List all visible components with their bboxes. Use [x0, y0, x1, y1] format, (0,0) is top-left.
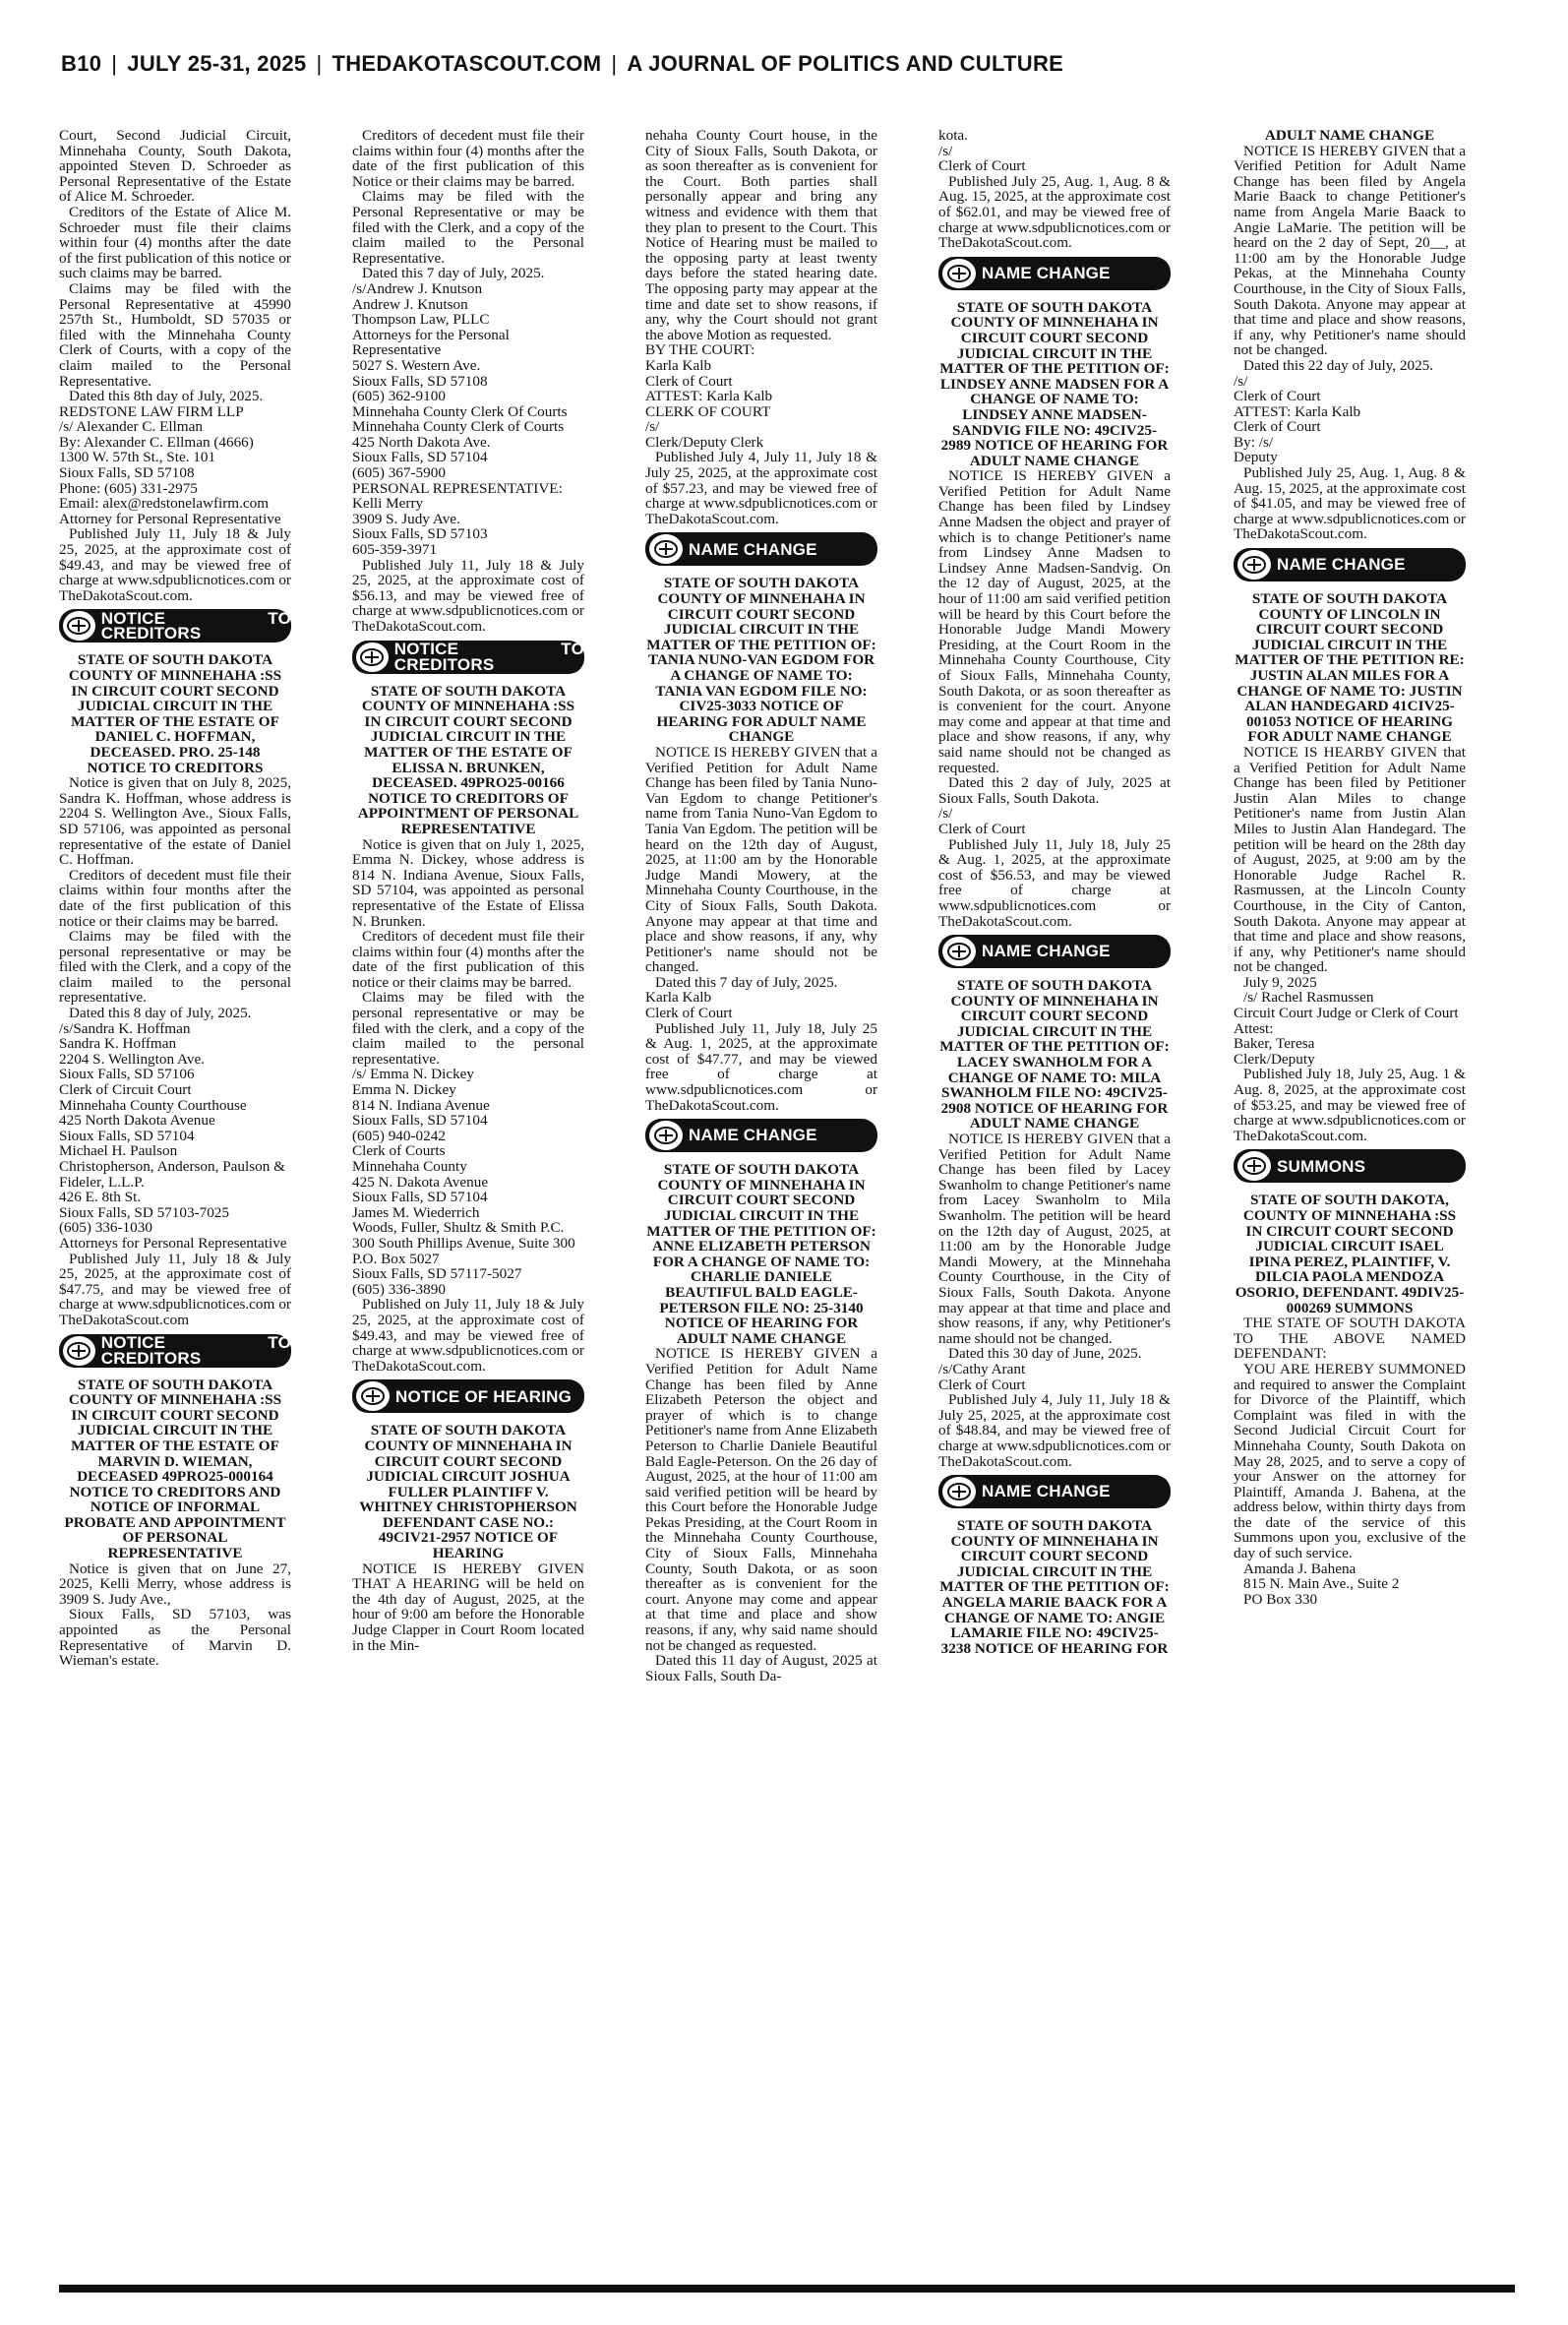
section-header-label: NAME CHANGE: [689, 539, 817, 559]
section-header-label: NAME CHANGE: [689, 1126, 817, 1145]
notice-line: /s/: [938, 142, 953, 159]
notice-line: Minnehaha County Clerk Of Courts: [352, 402, 568, 420]
notice-line: Sandra K. Hoffman: [59, 1035, 177, 1053]
notice-paragraph: Published July 11, July 18 & July 25, 2025, at the approximate cost of $47.75, and may be viewed free of charge at www.sdpublicnotices.com or TheDakotaScout.com: [59, 1250, 291, 1328]
notice-paragraph: PO Box 330: [1243, 1590, 1318, 1608]
notice-line: (605) 362-9100: [352, 388, 446, 405]
notice-line: Sioux Falls, SD 57103: [352, 525, 488, 543]
section-header-label: NOTICE OF HEARING: [395, 1386, 573, 1406]
notice-line: Karla Kalb: [645, 356, 712, 374]
notice-line: Phone: (605) 331-2975: [59, 479, 198, 497]
notice-line: Clerk/Deputy Clerk: [645, 433, 764, 451]
notice-paragraph: NOTICE IS HEREBY GIVEN a Verified Petition for Adult Name Change has been filed by Lindsey Anne Madsen the object and prayer of which is to change Petitioner's name from Lindsey Anne Madsen to Lindsey Anne Madsen-Sandvig. On the 12 day of August, 2025, at the hour of 11:00 am said verified petition will be heard by this Court before the Honorable Judge Mandi Mowery Presiding, at the Court Room in the Minnehaha County Courthouse, City of Sioux Falls, Minnehaha County, South Dakota, or as soon thereafter as is convenient for the court. Anyone may come and appear at that time and place and show reasons, if any, why said name should not be changed as requested.: [938, 467, 1171, 776]
notice-paragraph: Court, Second Judicial Circuit, Minnehaha County, South Dakota, appointed Steven D. Schroeder as Personal Representative of the Estate of Alice M. Schroeder.: [59, 128, 291, 206]
notice-caption: STATE OF SOUTH DAKOTA, COUNTY OF MINNEHAHA :SS IN CIRCUIT COURT SECOND JUDICIAL CIRCUIT ISAEL IPINA PEREZ, PLAINTIFF, V. DILCIA PAOLA MENDOZA OSORIO, DEFENDANT. 49DIV25-000269 SUMMONS: [1235, 1192, 1465, 1316]
notice-paragraph: Dated this 11 day of August, 2025 at Sioux Falls, South Da-: [645, 1652, 877, 1684]
notice-paragraph: Dated this 8 day of July, 2025.: [69, 1005, 252, 1022]
bottom-rule: [59, 2285, 1515, 2293]
notice-caption: STATE OF SOUTH DAKOTA COUNTY OF MINNEHAHA :SS IN CIRCUIT COURT SECOND JUDICIAL CIRCUIT IN THE MATTER OF THE ESTATE OF ELISSA N. BRUNKEN, DECEASED. 49PRO25-00166 NOTICE TO CREDITORS OF APPOINTMENT OF PERSONAL REPRESENTATIVE: [357, 682, 579, 837]
section-header: [59, 1334, 291, 1368]
column-2: [352, 128, 584, 2293]
notice-paragraph: Sioux Falls, SD 57103, was appointed as the Personal Representative of Marvin D. Wieman's estate.: [59, 1606, 291, 1670]
section-header: [1234, 548, 1466, 581]
notice-line: /s/: [938, 805, 953, 823]
notice-line: 1300 W. 57th St., Ste. 101: [59, 449, 216, 466]
notice-paragraph: NOTICE IS HEREBY GIVEN that a Verified Petition for Adult Name Change has been filed by Angela Marie Baack to change Petitioner's name from Angela Marie Baack to Angie LaMarie. The petition will be heard on the 2 day of Sept, 20__, at 11:00 am by the Honorable Judge Pekas, at the Minnehaha County Courthouse, in the City of Sioux Falls, South Dakota. Anyone may appear at that time and place and show reasons, if any, why Petitioner's name should not be changed.: [1234, 142, 1466, 359]
notice-line: P.O. Box 5027: [352, 1250, 440, 1267]
scout-logo-icon: [1237, 550, 1271, 580]
notice-line: Clerk of Circuit Court: [59, 1081, 192, 1099]
notice-line: Sioux Falls, SD 57104: [352, 1112, 488, 1130]
notice-line: Clerk of Court: [938, 1376, 1026, 1393]
issue-date: JULY 25-31, 2025: [127, 51, 307, 76]
column-4: [938, 128, 1171, 2293]
notice-line: Clerk of Court: [938, 820, 1026, 837]
notice-paragraph: Notice is given that on July 8, 2025, Sandra K. Hoffman, whose address is 2204 S. Wellington Ave., Sioux Falls, SD 57106, was appointed as personal representative of the estate of Daniel C. Hoffman.: [59, 774, 291, 869]
notice-line: Sioux Falls, SD 57104: [59, 1127, 195, 1144]
notice-line: Circuit Court Judge or Clerk of Court: [1234, 1005, 1459, 1022]
notice-paragraph: THE STATE OF SOUTH DAKOTA TO THE ABOVE NAMED DEFENDANT:: [1234, 1315, 1466, 1363]
notice-line: PERSONAL REPRESENTATIVE:: [352, 479, 563, 497]
notice-line: Sioux Falls, SD 57106: [59, 1066, 195, 1083]
notice-paragraph: Published July 4, July 11, July 18 & July 25, 2025, at the approximate cost of $48.84, and may be viewed free of charge at www.sdpublicnotices.com or TheDakotaScout.com.: [938, 1391, 1171, 1470]
notice-paragraph: Dated this 22 day of July, 2025.: [1243, 356, 1434, 374]
notice-caption: STATE OF SOUTH DAKOTA COUNTY OF MINNEHAHA IN CIRCUIT COURT SECOND JUDICIAL CIRCUIT IN THE MATTER OF THE PETITION OF: ANGELA MARIE BAACK FOR A CHANGE OF NAME TO: ANGIE LAMARIE FILE NO: 49CIV25-3238 NOTICE OF HEARING FOR: [939, 1517, 1170, 1657]
section-header-label: NAME CHANGE: [982, 1482, 1111, 1501]
notice-line: Clerk of Court: [645, 372, 733, 390]
section-header: [645, 532, 877, 566]
notice-line: Kelli Merry: [352, 495, 424, 513]
notice-line: Sioux Falls, SD 57108: [59, 464, 195, 482]
notice-line: Clerk of Court: [645, 1005, 733, 1022]
notice-caption: STATE OF SOUTH DAKOTA COUNTY OF MINNEHAHA :SS IN CIRCUIT COURT SECOND JUDICIAL CIRCUIT IN THE MATTER OF THE ESTATE OF DANIEL C. HOFFMAN, DECEASED. PRO. 25-148 NOTICE TO CREDITORS: [68, 651, 282, 776]
notice-line: /s/ Alexander C. Ellman: [59, 418, 203, 436]
notice-line: Minnehaha County Clerk of Courts: [352, 418, 565, 436]
notice-caption: STATE OF SOUTH DAKOTA COUNTY OF MINNEHAHA IN CIRCUIT COURT SECOND JUDICIAL CIRCUIT IN THE MATTER OF THE PETITION OF: TANIA NUNO-VAN EGDOM FOR A CHANGE OF NAME TO: TANIA VAN EGDOM FILE NO: CIV25-3033 NOTICE OF HEARING FOR ADULT NAME CHANGE: [646, 575, 876, 746]
notice-paragraph: Notice is given that on July 1, 2025, Emma N. Dickey, whose address is 814 N. Indiana Avenue, Sioux Falls, SD 57104, was appointed as personal representative of the Estate of Elissa N. Brunken.: [352, 835, 584, 930]
notice-line: 2204 S. Wellington Ave.: [59, 1050, 205, 1068]
notice-line: CLERK OF COURT: [645, 402, 771, 420]
notice-paragraph: Published July 11, July 18, July 25 & Aug. 1, 2025, at the approximate cost of $56.53, and may be viewed free of charge at www.sdpublicnotices.com or TheDakotaScout.com.: [938, 835, 1171, 930]
notice-line: 425 North Dakota Ave.: [352, 433, 491, 451]
notice-line: Sioux Falls, SD 57103-7025: [59, 1203, 229, 1221]
section-header: [938, 1475, 1171, 1508]
notice-line: James M. Wiederrich: [352, 1203, 480, 1221]
scout-logo-icon: [649, 534, 683, 564]
notice-line: Sioux Falls, SD 57104: [352, 449, 488, 466]
notice-paragraph: Creditors of decedent must file their claims within four months after the date of the first publication of this notice or their claims may be barred.: [59, 866, 291, 930]
notice-line: 3909 S. Judy Ave.: [352, 510, 460, 527]
notice-paragraph: Creditors of decedent must file their claims within four (4) months after the date of the first publication of this notice or their claims may be barred.: [352, 928, 584, 991]
notice-caption: STATE OF SOUTH DAKOTA COUNTY OF MINNEHAHA :SS IN CIRCUIT COURT SECOND JUDICIAL CIRCUIT IN THE MATTER OF THE ESTATE OF MARVIN D. WIEMAN, DECEASED 49PRO25-000164 NOTICE TO CREDITORS AND NOTICE OF INFORMAL PROBATE AND APPOINTMENT OF PERSONAL REPRESENTATIVE: [64, 1376, 286, 1562]
notice-line: (605) 336-1030: [59, 1219, 152, 1237]
notice-paragraph: Claims may be filed with the personal representative or may be filed with the Clerk, and a copy of the claim mailed to the personal representative.: [59, 928, 291, 1007]
masthead: B10 | JULY 25-31, 2025 | THEDAKOTASCOUT.COM | A JOURNAL OF POLITICS AND CULTURE: [61, 51, 1064, 76]
section-header-label: NOTICE TO CREDITORS: [393, 640, 584, 674]
notice-line: Karla Kalb: [645, 989, 712, 1007]
notice-line: Emma N. Dickey: [352, 1081, 456, 1099]
scout-logo-icon: [942, 937, 976, 966]
notice-paragraph: Dated this 8th day of July, 2025.: [69, 388, 264, 405]
notice-caption: STATE OF SOUTH DAKOTA COUNTY OF MINNEHAHA IN CIRCUIT COURT SECOND JUDICIAL CIRCUIT JOSHUA FULLER PLAINTIFF V. WHITNEY CHRISTOPHERSON DEFENDANT CASE NO.: 49CIV21-2957 NOTICE OF HEARING: [359, 1422, 577, 1562]
notice-paragraph: Dated this 7 day of July, 2025.: [655, 973, 838, 991]
notice-paragraph: Creditors of decedent must file their claims within four (4) months after the date of the first publication of this Notice or their claims may be barred.: [352, 128, 584, 190]
notice-line: Clerk of Courts: [352, 1142, 446, 1160]
section-header: [645, 1119, 877, 1152]
section-header: [1234, 1149, 1466, 1183]
notice-paragraph: Dated this 2 day of July, 2025 at Sioux Falls, South Dakota.: [938, 774, 1171, 807]
notice-line: 425 North Dakota Avenue: [59, 1112, 215, 1130]
notice-line: /s/: [1234, 372, 1248, 390]
notice-line: /s/ Emma N. Dickey: [352, 1066, 475, 1083]
notice-line: 814 N. Indiana Avenue: [352, 1096, 490, 1114]
scout-logo-icon: [356, 1381, 390, 1411]
section-header-label: NOTICE TO CREDITORS: [100, 1332, 291, 1368]
notice-line: ATTEST: Karla Kalb: [1234, 402, 1361, 420]
notice-paragraph: July 9, 2025: [1243, 973, 1317, 991]
notice-caption: STATE OF SOUTH DAKOTA COUNTY OF MINNEHAHA IN CIRCUIT COURT SECOND JUDICIAL CIRCUIT IN THE MATTER OF THE PETITION OF: LINDSEY ANNE MADSEN FOR A CHANGE OF NAME TO: LINDSEY ANNE MADSEN-SANDVIG FILE NO: 49CIV25-2989 NOTICE OF HEARING FOR ADULT NAME CHANGE: [939, 298, 1170, 469]
notice-paragraph: Notice is given that on June 27, 2025, Kelli Merry, whose address is 3909 S. Judy Ave.,: [59, 1560, 291, 1608]
notice-paragraph: /s/ Rachel Rasmussen: [1243, 989, 1374, 1007]
notice-paragraph: Published July 18, July 25, Aug. 1 & Aug. 8, 2025, at the approximate cost of $53.25, and may be viewed free of charge at www.sdpublicnotices.com or TheDakotaScout.com.: [1234, 1066, 1466, 1144]
notice-line: /s/Cathy Arant: [938, 1360, 1026, 1377]
notice-caption: STATE OF SOUTH DAKOTA COUNTY OF MINNEHAHA IN CIRCUIT COURT SECOND JUDICIAL CIRCUIT IN THE MATTER OF THE PETITION OF: ANNE ELIZABETH PETERSON FOR A CHANGE OF NAME TO: CHARLIE DANIELE BEAUTIFUL BALD EAGLE-PETERSON FILE NO: 25-3140 NOTICE OF HEARING FOR ADULT NAME CHANGE: [646, 1161, 876, 1347]
notice-paragraph: Published July 4, July 11, July 18 & July 25, 2025, at the approximate cost of $57.23, and may be viewed free of charge at www.sdpublicnotices.com or TheDakotaScout.com.: [645, 449, 877, 527]
section-header-label: NOTICE TO CREDITORS: [100, 608, 291, 643]
notice-line: Thompson Law, PLLC: [352, 311, 490, 329]
notice-line: Clerk of Court: [1234, 418, 1321, 436]
notice-paragraph: Published July 11, July 18 & July 25, 2025, at the approximate cost of $56.13, and may be viewed free of charge at www.sdpublicnotices.com or TheDakotaScout.com.: [352, 556, 584, 635]
section-header: [59, 609, 291, 642]
notice-paragraph: Dated this 30 day of June, 2025.: [948, 1345, 1142, 1363]
scout-logo-icon: [63, 611, 95, 641]
notice-line: Minnehaha County Courthouse: [59, 1096, 247, 1114]
notice-caption: STATE OF SOUTH DAKOTA COUNTY OF LINCOLN IN CIRCUIT COURT SECOND JUDICIAL CIRCUIT IN THE MATTER OF THE PETITION RE: JUSTIN ALAN MILES FOR A CHANGE OF NAME TO: JUSTIN ALAN HANDEGARD 41CIV25-001053 NOTICE OF HEARING FOR ADULT NAME CHANGE: [1235, 590, 1465, 746]
notice-line: /s/: [645, 418, 660, 436]
notice-line: (605) 367-5900: [352, 464, 446, 482]
notice-line: Clerk/Deputy: [1234, 1050, 1315, 1068]
notice-paragraph: NOTICE IS HEREBY GIVEN that a Verified Petition for Adult Name Change has been filed by Tania Nuno-Van Egdom to change Petitioner's name from Tania Nuno-Van Egdom to Tania Van Egdom. The petition will be heard on the 12th day of August, 2025, at 11:00 am by the Honorable Judge Mandi Mowery, at the Minnehaha County Courthouse, in the City of Sioux Falls, South Dakota. Anyone may appear at that time and place and show reasons, if any, why Petitioner's name should not be changed.: [645, 743, 877, 976]
notice-line: kota.: [938, 128, 968, 144]
notice-line: Clerk of Court: [1234, 388, 1321, 405]
notice-paragraph: YOU ARE HEREBY SUMMONED and required to answer the Complaint for Divorce of the Plaintiff, which Complaint was filed in with the Second Judicial Circuit Court for Minnehaha County, South Dakota on May 28, 2025, and to serve a copy of your Answer on the attorney for Plaintiff, Amanda J. Bahena, at the address below, within thirty days from the date of the service of this Summons upon you, exclusive of the day of such service.: [1234, 1360, 1466, 1562]
scout-logo-icon: [1237, 1151, 1271, 1181]
notice-line: 426 E. 8th St.: [59, 1189, 142, 1206]
notice-line: 605-359-3971: [352, 541, 438, 559]
scout-logo-icon: [942, 1477, 976, 1506]
notice-line: 300 South Phillips Avenue, Suite 300: [352, 1234, 575, 1252]
notice-paragraph: 815 N. Main Ave., Suite 2: [1243, 1575, 1400, 1593]
notice-line: Baker, Teresa: [1234, 1035, 1315, 1053]
notice-paragraph: NOTICE IS HEREBY GIVEN THAT A HEARING will be held on the 4th day of August, 2025, at the hour of 9:00 am before the Honorable Judge Clapper in Court Room located in the Min-: [352, 1560, 584, 1654]
notice-paragraph: Claims may be filed with the Personal Representative or may be filed with the Clerk, and a copy of the claim mailed to the Personal Representative.: [352, 188, 584, 267]
notice-line: Attest:: [1234, 1019, 1274, 1037]
scout-logo-icon: [649, 1121, 683, 1150]
tagline: A JOURNAL OF POLITICS AND CULTURE: [627, 51, 1064, 76]
notice-paragraph: Dated this 7 day of July, 2025.: [362, 265, 545, 282]
notice-line: Attorneys for the Personal Representative: [352, 326, 510, 359]
site-name: THEDAKOTASCOUT.COM: [332, 51, 602, 76]
notice-caption: STATE OF SOUTH DAKOTA COUNTY OF MINNEHAHA IN CIRCUIT COURT SECOND JUDICIAL CIRCUIT IN THE MATTER OF THE PETITION OF: LACEY SWANHOLM FOR A CHANGE OF NAME TO: MILA SWANHOLM FILE NO: 49CIV25-2908 NOTICE OF HEARING FOR ADULT NAME CHANGE: [939, 977, 1170, 1132]
notice-line: Christopherson, Anderson, Paulson & Fideler, L.L.P.: [59, 1158, 285, 1191]
notice-line: Deputy: [1234, 449, 1278, 466]
notice-line: /s/Sandra K. Hoffman: [59, 1019, 191, 1037]
notice-paragraph: Claims may be filed with the personal representative or may be filed with the clerk, and a copy of the claim mailed to the personal representative.: [352, 989, 584, 1068]
column-3: [645, 128, 877, 2293]
notice-line: Michael H. Paulson: [59, 1142, 178, 1160]
notice-paragraph: Published July 11, July 18 & July 25, 2025, at the approximate cost of $49.43, and may be viewed free of charge at www.sdpublicnotices.com or TheDakotaScout.com.: [59, 525, 291, 604]
section-header: [938, 935, 1171, 968]
notice-paragraph: Claims may be filed with the Personal Representative at 45990 257th St., Humboldt, SD 57035 or filed with the Minnehaha County Clerk of Courts, with a copy of the claim mailed to the Personal Representative.: [59, 279, 291, 390]
section-header-label: NAME CHANGE: [982, 263, 1111, 282]
legal-notices: [59, 128, 1515, 2293]
notice-caption: ADULT NAME CHANGE: [1264, 128, 1435, 144]
notice-paragraph: Published July 25, Aug. 1, Aug. 8 & Aug. 15, 2025, at the approximate cost of $41.05, and may be viewed free of charge at www.sdpublicnotices.com or TheDakotaScout.com.: [1234, 464, 1466, 543]
scout-logo-icon: [63, 1336, 95, 1366]
section-header: [938, 257, 1171, 290]
notice-paragraph: Creditors of the Estate of Alice M. Schroeder must file their claims within four (4) months after the date of the first publication of this notice or such claims may be barred.: [59, 203, 291, 282]
scout-logo-icon: [356, 642, 389, 672]
notice-paragraph: NOTICE IS HEARBY GIVEN that a Verified Petition for Adult Name Change has been filed by Petitioner Justin Alan Miles to change Petitioner's name from Justin Alan Miles to Justin Alan Handegard. The petition will be heard on the 28th day of August, 2025, at 9:00 am by the Honorable Judge Rachel R. Rasmussen, at the Lincoln County Courthouse, in the City of Canton, South Dakota. Anyone may appear at that time and place and show reasons, if any, why Petitioner's name should not be changed.: [1234, 743, 1466, 976]
notice-paragraph: nehaha County Court house, in the City of Sioux Falls, South Dakota, or as soon thereafter as is convenient for the Court. Both parties shall personally appear and bring any witness and evidence with them that they plan to present to the Court. This Notice of Hearing must be mailed to the opposing party at least twenty days before the stated hearing date. The opposing party may appear at the time and date set to show reasons, if any, why the Court should not grant the above Motion as requested.: [645, 128, 877, 343]
notice-line: By: /s/: [1234, 433, 1274, 451]
notice-line: (605) 336-3890: [352, 1280, 446, 1298]
notice-line: Sioux Falls, SD 57117-5027: [352, 1265, 522, 1283]
notice-line: 425 N. Dakota Avenue: [352, 1173, 489, 1191]
notice-line: Email: alex@redstonelawfirm.com: [59, 495, 270, 513]
notice-line: Woods, Fuller, Shultz & Smith P.C.: [352, 1219, 565, 1237]
notice-line: ATTEST: Karla Kalb: [645, 388, 773, 405]
notice-line: Sioux Falls, SD 57108: [352, 372, 488, 390]
notice-line: By: Alexander C. Ellman (4666): [59, 433, 254, 451]
section-header-label: SUMMONS: [1277, 1156, 1366, 1176]
notice-line: /s/Andrew J. Knutson: [352, 279, 483, 297]
page-number: B10: [61, 51, 102, 76]
section-header-label: NAME CHANGE: [1277, 555, 1406, 575]
column-1: [59, 128, 291, 2293]
notice-line: BY THE COURT:: [645, 341, 755, 359]
notice-paragraph: Published July 25, Aug. 1, Aug. 8 & Aug. 15, 2025, at the approximate cost of $62.01, and may be viewed free of charge at www.sdpublicnotices.com or TheDakotaScout.com.: [938, 172, 1171, 252]
notice-paragraph: NOTICE IS HEREBY GIVEN a Verified Petition for Adult Name Change has been filed by Anne Elizabeth Peterson the object and prayer of which is to change Petitioner's name from Anne Elizabeth Peterson to Charlie Daniele Beautiful Bald Eagle-Peterson. On the 26 day of August, 2025, at the hour of 11:00 am said verified petition will be heard by this Court before the Honorable Judge Pekas Presiding, at the Court Room in the Minnehaha County Courthouse, City of Sioux Falls, Minnehaha County, South Dakota, or as soon thereafter as is convenient for the court. Anyone may come and appear at that time and place and show reasons, if any, why said name should not be changed as requested.: [645, 1345, 877, 1654]
section-header: [352, 641, 584, 674]
column-5: [1234, 128, 1466, 2293]
notice-paragraph: Published July 11, July 18, July 25 & Aug. 1, 2025, at the approximate cost of $47.77, and may be viewed free of charge at www.sdpublicnotices.com or TheDakotaScout.com.: [645, 1019, 877, 1114]
scout-logo-icon: [942, 259, 976, 288]
section-header: [352, 1379, 584, 1413]
notice-line: Clerk of Court: [938, 157, 1026, 175]
notice-line: Attorney for Personal Representative: [59, 510, 281, 527]
notice-line: Minnehaha County: [352, 1158, 467, 1175]
notice-paragraph: Published on July 11, July 18 & July 25, 2025, at the approximate cost of $49.43, and may be viewed free of charge at www.sdpublicnotices.com or TheDakotaScout.com.: [352, 1296, 584, 1375]
notice-line: Sioux Falls, SD 57104: [352, 1189, 488, 1206]
notice-paragraph: NOTICE IS HEREBY GIVEN that a Verified Petition for Adult Name Change has been filed by Lacey Swanholm to change Petitioner's name from Lacey Swanholm to Mila Swanholm. The petition will be heard on the 12th day of August, 2025, at 11:00 am by the Honorable Judge Mandi Mowery, at the Minnehaha County Courthouse, in the City of Sioux Falls, South Dakota. Anyone may appear at that time and place and show reasons, if any, why Petitioner's name should not be changed.: [938, 1131, 1171, 1347]
section-header-label: NAME CHANGE: [982, 942, 1111, 961]
notice-line: Andrew J. Knutson: [352, 295, 468, 313]
notice-line: REDSTONE LAW FIRM LLP: [59, 402, 244, 420]
notice-paragraph: Amanda J. Bahena: [1243, 1560, 1357, 1577]
notice-line: Attorneys for Personal Representative: [59, 1234, 287, 1252]
notice-line: 5027 S. Western Ave.: [352, 356, 481, 374]
notice-line: (605) 940-0242: [352, 1127, 446, 1144]
